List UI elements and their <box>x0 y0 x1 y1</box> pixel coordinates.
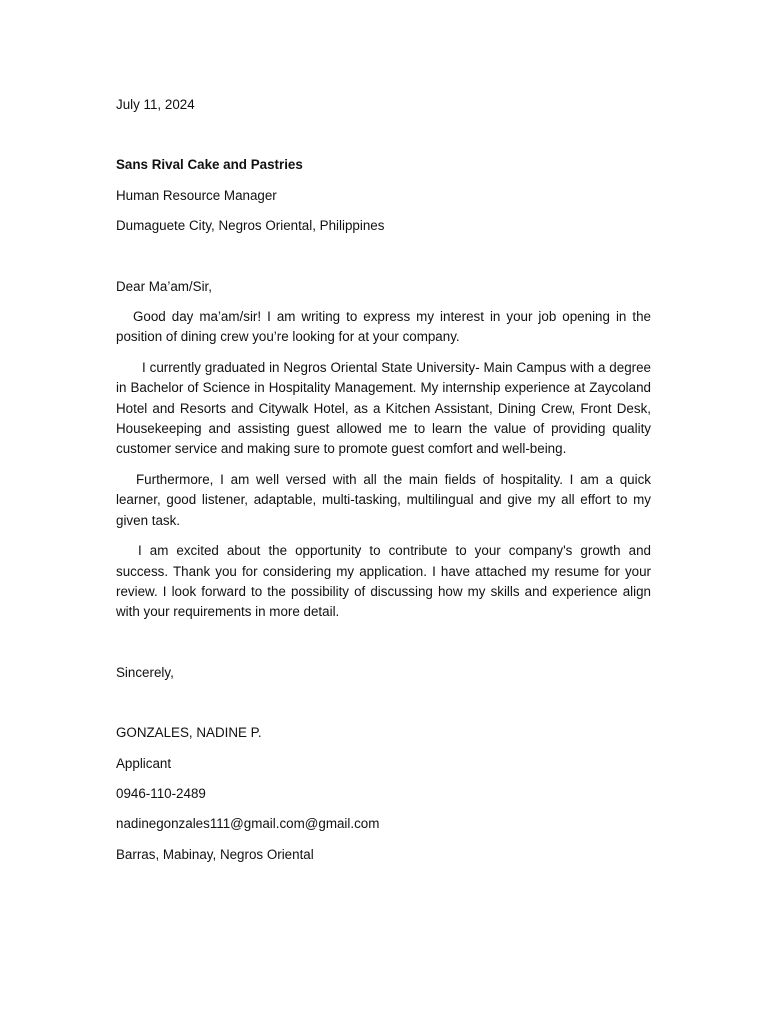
recipient-address: Dumaguete City, Negros Oriental, Philippines <box>116 218 385 234</box>
sender-role: Applicant <box>116 755 172 771</box>
letter-page <box>116 95 651 875</box>
sender-phone: 0946-110-2489 <box>116 785 206 801</box>
recipient-title: Human Resource Manager <box>116 187 277 203</box>
recipient-company: Sans Rival Cake and Pastries <box>116 157 303 173</box>
sender-email: nadinegonzales111@gmail.com@gmail.com <box>116 816 380 832</box>
closing: Sincerely, <box>116 664 174 680</box>
letter-date: July 11, 2024 <box>116 97 195 112</box>
sender-address: Barras, Mabinay, Negros Oriental <box>116 846 314 862</box>
salutation: Dear Ma’am/Sir, <box>116 278 212 294</box>
body-paragraph-3: Furthermore, I am well versed with all the main fields of hospitality. I am a quick learner, good listener, adaptable, multi-tasking, multilingual and give my all effort to my given task. <box>116 471 651 528</box>
body-paragraph-4: I am excited about the opportunity to contribute to your company's growth and success. Thank you for considering my application. I have attached my resume for your review. I look forward to the possibility of discussing how my skills and experience align with your requirements in more detail. <box>116 543 651 620</box>
sender-name: GONZALES, NADINE P. <box>116 725 262 741</box>
body-paragraph-1: Good day ma’am/sir! I am writing to express my interest in your job opening in the position of dining crew you’re looking for at your company. <box>116 309 651 345</box>
body-paragraph-2: I currently graduated in Negros Oriental State University- Main Campus with a degree in Bachelor of Science in Hospitality Management. My internship experience at Zaycoland Hotel and Resorts and Citywalk Hotel, as a Kitchen Assistant, Dining Crew, Front Desk, Housekeeping and assisting guest allowed me to learn the value of providing quality customer service and making sure to promote guest comfort and well-being. <box>116 359 651 457</box>
